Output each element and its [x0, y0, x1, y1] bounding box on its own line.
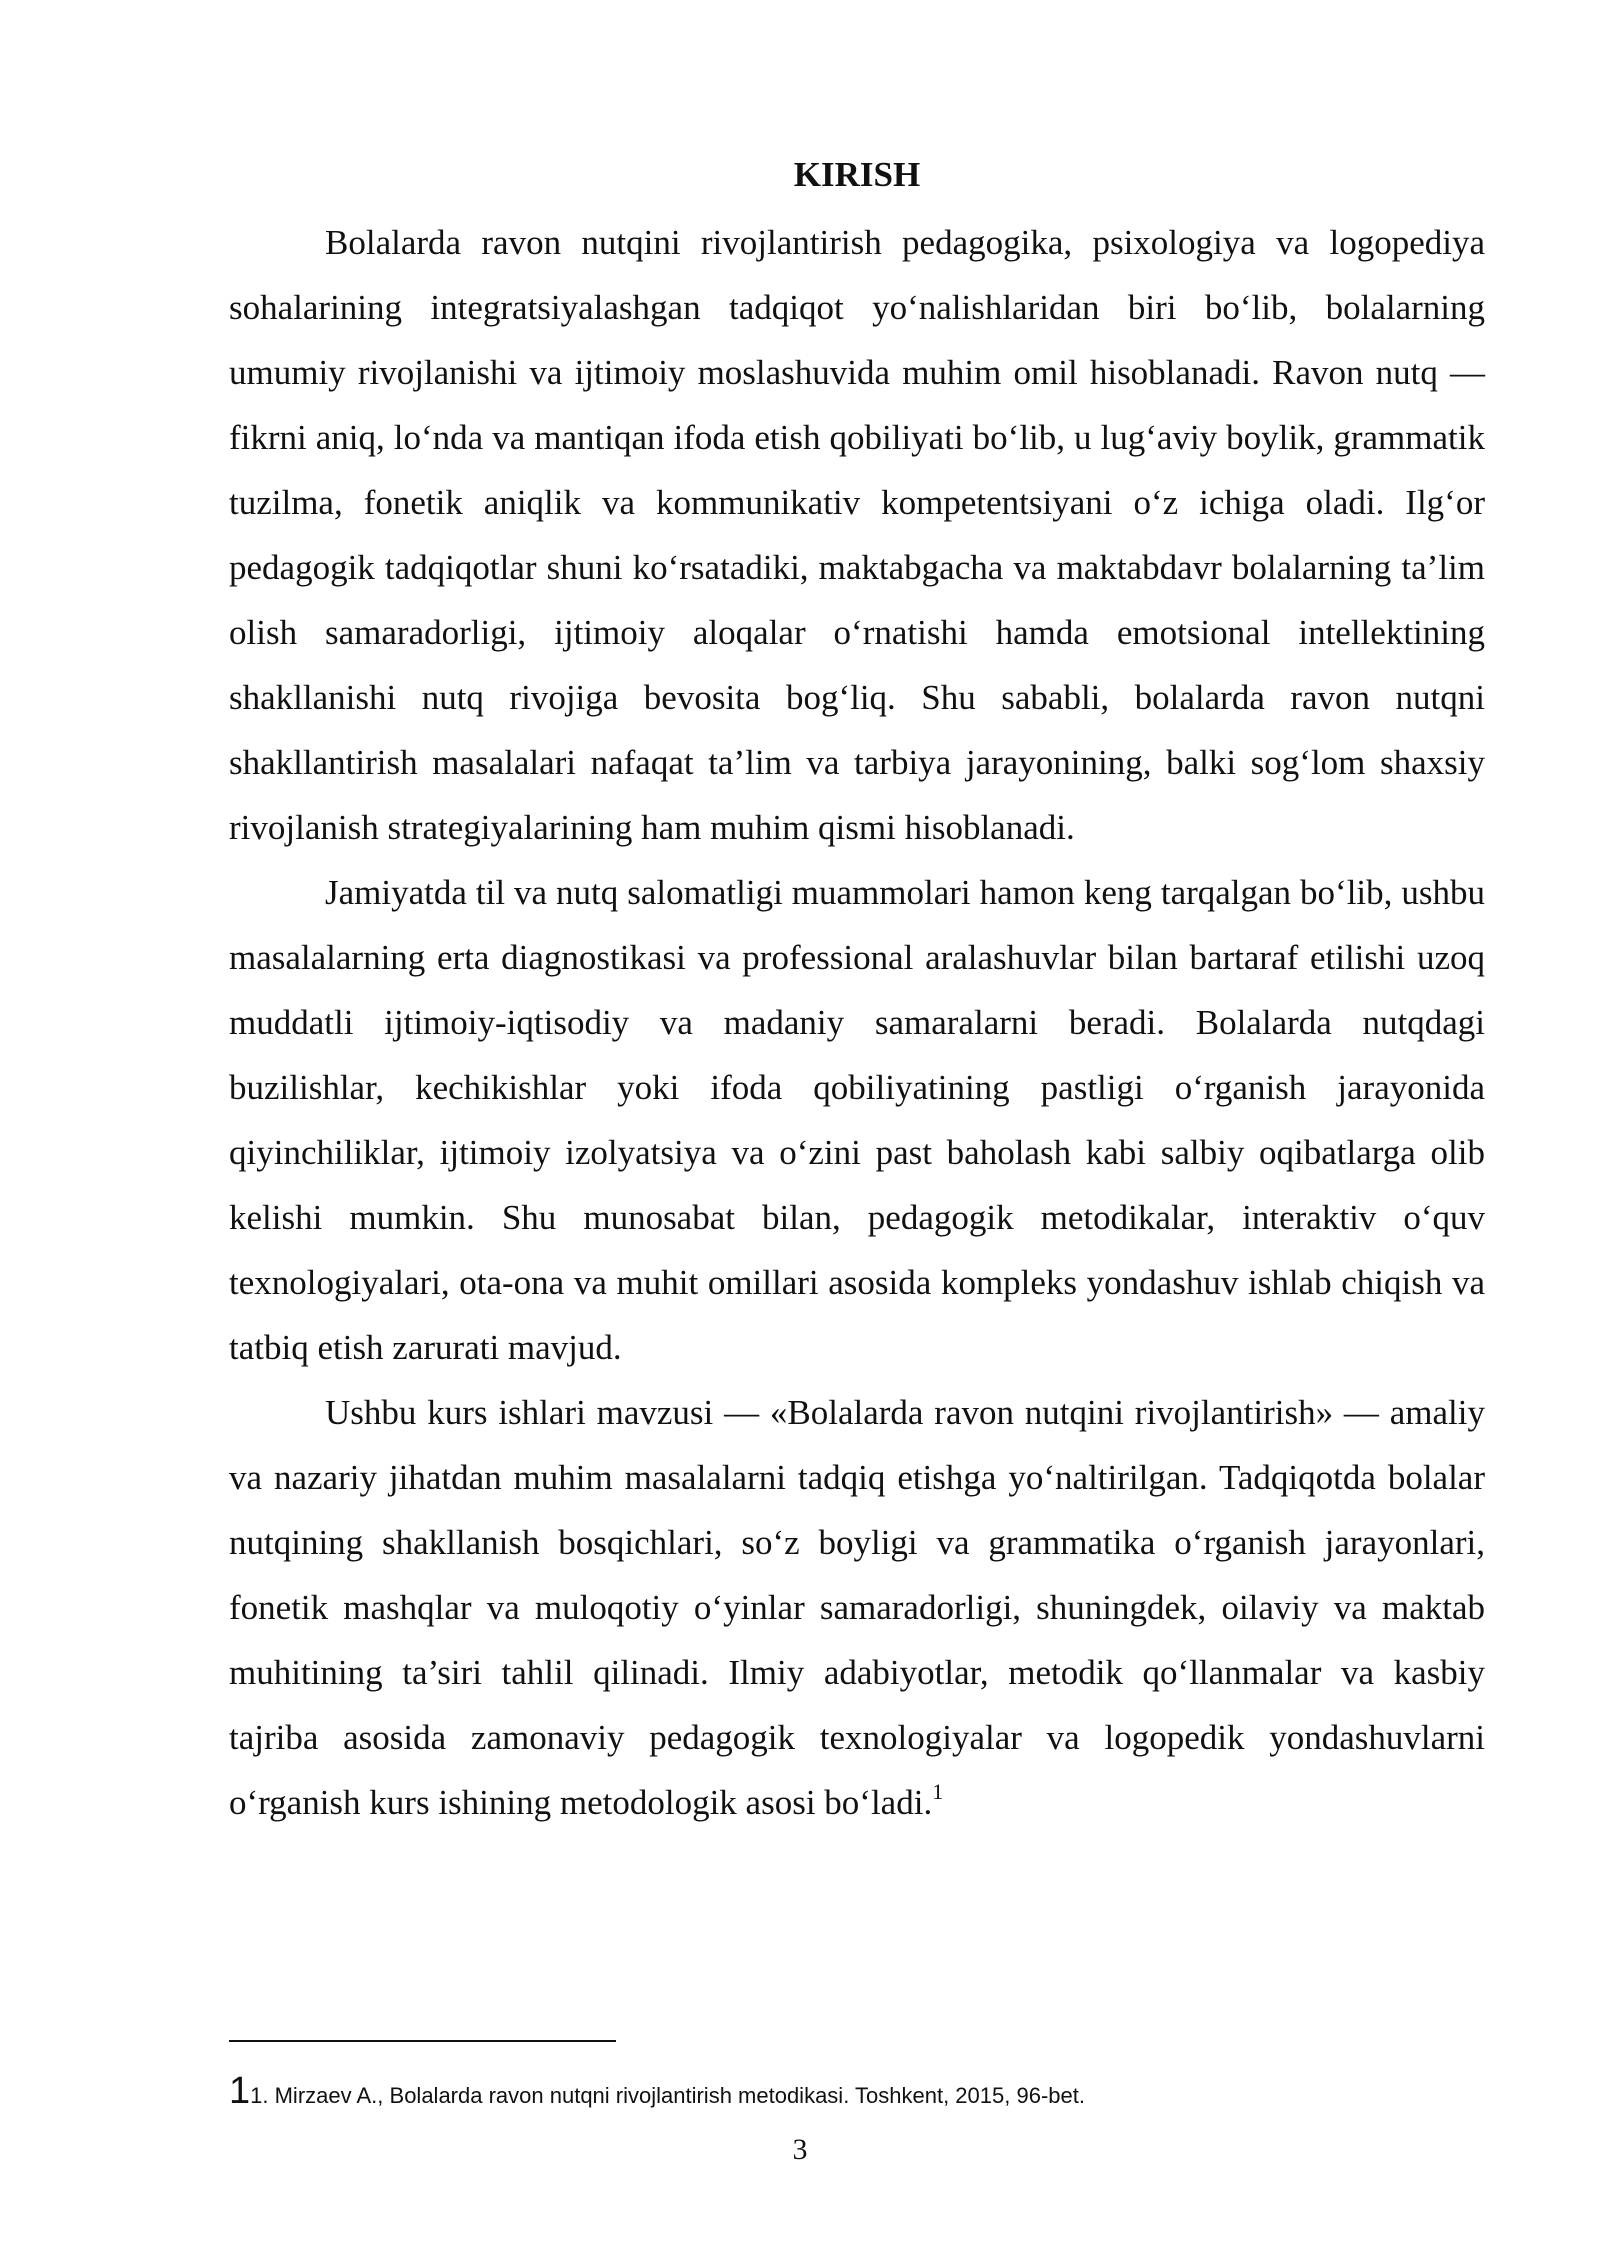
paragraph-3 — [229, 1380, 1485, 1835]
footnote-reference[interactable]: 1 — [932, 1779, 944, 1805]
page-number: 3 — [792, 2133, 808, 2166]
paragraph-3-text: Ushbu kurs ishlari mavzusi — «Bolalarda ravon nutqini rivojlantirish» — amaliy va nazariy jihatdan muhim masalalarni tadqiq etishga yo‘naltirilgan. Tadqiqotda bolalar nutqining shakllanish bosqichlari, so‘z boyligi va grammatika o‘rganish jarayonlari, fonetik mashqlar va muloqotiy o‘yinlar samaradorligi, shuningdek, oilaviy va maktab muhitining ta’siri tahlil qilinadi. Ilmiy adabiyotlar, metodik qo‘llanmalar va kasbiy tajriba asosida zamonaviy pedagogik texnologiyalar va logopedik yondashuvlarni o‘rganish kurs ishining metodologik asosi bo‘ladi. — [229, 1393, 1485, 1822]
footnote-number: 1 — [229, 2070, 251, 2112]
paragraph-1: Bolalarda ravon nutqini rivojlantirish pedagogika, psixologiya va logopediya sohalarining integratsiyalashgan tadqiqot yo‘nalishlaridan biri bo‘lib, bolalarning umumiy rivojlanishi va ijtimoiy moslashuvida muhim omil hisoblanadi. Ravon nutq — fikrni aniq, lo‘nda va mantiqan ifoda etish qobiliyati bo‘lib, u lug‘aviy boylik, grammatik tuzilma, fonetik aniqlik va kommunikativ kompetentsiyani o‘z ichiga oladi. Ilg‘or pedagogik tadqiqotlar shuni ko‘rsatadiki, maktabgacha va maktabdavr bolalarning ta’lim olish samaradorligi, ijtimoiy aloqalar o‘rnatishi hamda emotsional intellektining shakllanishi nutq rivojiga bevosita bog‘liq. Shu sababli, bolalarda ravon nutqni shakllantirish masalalari nafaqat ta’lim va tarbiya jarayonining, balki sog‘lom shaxsiy rivojlanish strategiyalarining ham muhim qismi hisoblanadi. — [229, 223, 1485, 847]
document-body — [229, 148, 1485, 1835]
footnote-separator — [229, 2040, 616, 2042]
paragraph-2: Jamiyatda til va nutq salomatligi muammolari hamon keng tarqalgan bo‘lib, ushbu masalalarning erta diagnostikasi va professional aralashuvlar bilan bartaraf etilishi uzoq muddatli ijtimoiy-iqtisodiy va madaniy samaralarni beradi. Bolalarda nutqdagi buzilishlar, kechikishlar yoki ifoda qobiliyatining pastligi o‘rganish jarayonida qiyinchiliklar, ijtimoiy izolyatsiya va o‘zini past baholash kabi salbiy oqibatlarga olib kelishi mumkin. Shu munosabat bilan, pedagogik metodikalar, interaktiv o‘quv texnologiyalari, ota-ona va muhit omillari asosida kompleks yondashuv ishlab chiqish va tatbiq etish zarurati mavjud. — [229, 873, 1485, 1367]
section-title: KIRISH — [793, 155, 921, 194]
footnote — [229, 2068, 1485, 2119]
footnote-text: 1. Mirzaev A., Bolalarda ravon nutqni rivojlantirish metodikasi. Toshkent, 2015, 96-bet. — [250, 2083, 1085, 2108]
